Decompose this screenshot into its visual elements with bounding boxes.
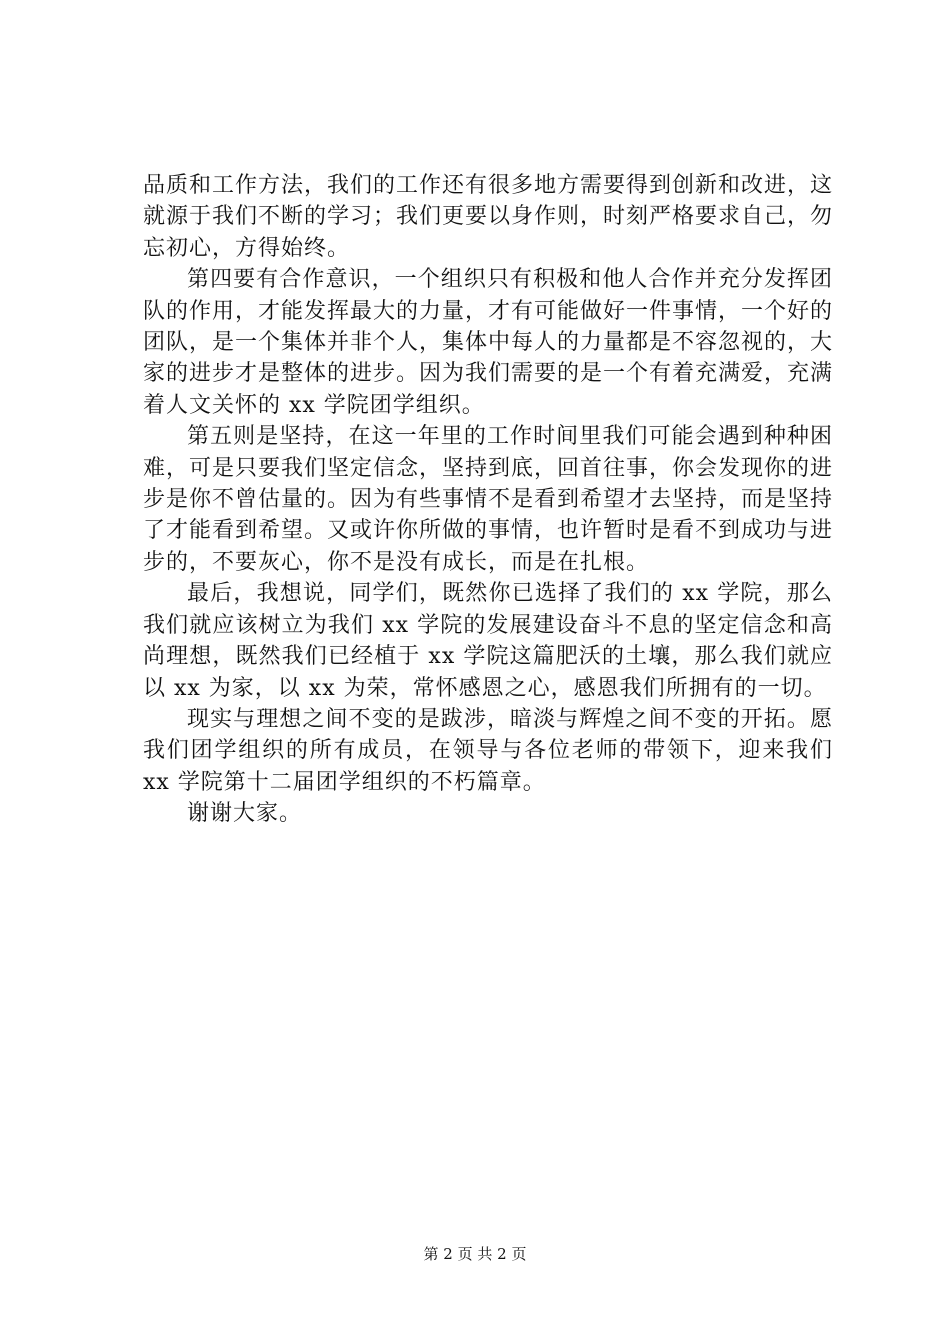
page-number-footer: 第 2 页 共 2 页 <box>423 1245 527 1263</box>
paragraph-thanks: 谢谢大家。 <box>187 801 303 827</box>
paragraph-reality-ideal: 现实与理想之间不变的是跋涉，暗淡与辉煌之间不变的开拓。愿我们团学组织的所有成员，在领导与各位老师的带领下，迎来我们 xx 学院第十二届团学组织的不朽篇章。 <box>143 706 833 795</box>
paragraph-cooperation: 第四要有合作意识，一个组织只有积极和他人合作并充分发挥团队的作用，才能发挥最大的力量，才有可能做好一件事情，一个好的团队，是一个集体并非个人，集体中每人的力量都是不容忽视的，大家的进步才是整体的进步。因为我们需要的是一个有着充满爱，充满着人文关怀的 xx 学院团学组织。 <box>143 267 834 418</box>
paragraph-finally: 最后，我想说，同学们，既然你已选择了我们的 xx 学院，那么我们就应该树立为我们 xx 学院的发展建设奋斗不息的坚定信念和高尚理想，既然我们已经植于 xx 学院这篇肥沃的土壤，那么我们就应以 xx 为家，以 xx 为荣，常怀感恩之心，感恩我们所拥有的一切。 <box>143 581 833 701</box>
paragraph-persistence: 第五则是坚持，在这一年里的工作时间里我们可能会遇到种种困难，可是只要我们坚定信念，坚持到底，回首往事，你会发现你的进步是你不曾估量的。因为有些事情不是看到希望才去坚持，而是坚持了才能看到希望。又或许你所做的事情，也许暂时是看不到成功与进步的，不要灰心，你不是没有成长，而是在扎根。 <box>143 424 834 575</box>
document-body <box>143 170 833 830</box>
paragraph-continuation: 品质和工作方法，我们的工作还有很多地方需要得到创新和改进，这就源于我们不断的学习；我们更要以身作则，时刻严格要求自己，勿忘初心，方得始终。 <box>143 173 834 261</box>
